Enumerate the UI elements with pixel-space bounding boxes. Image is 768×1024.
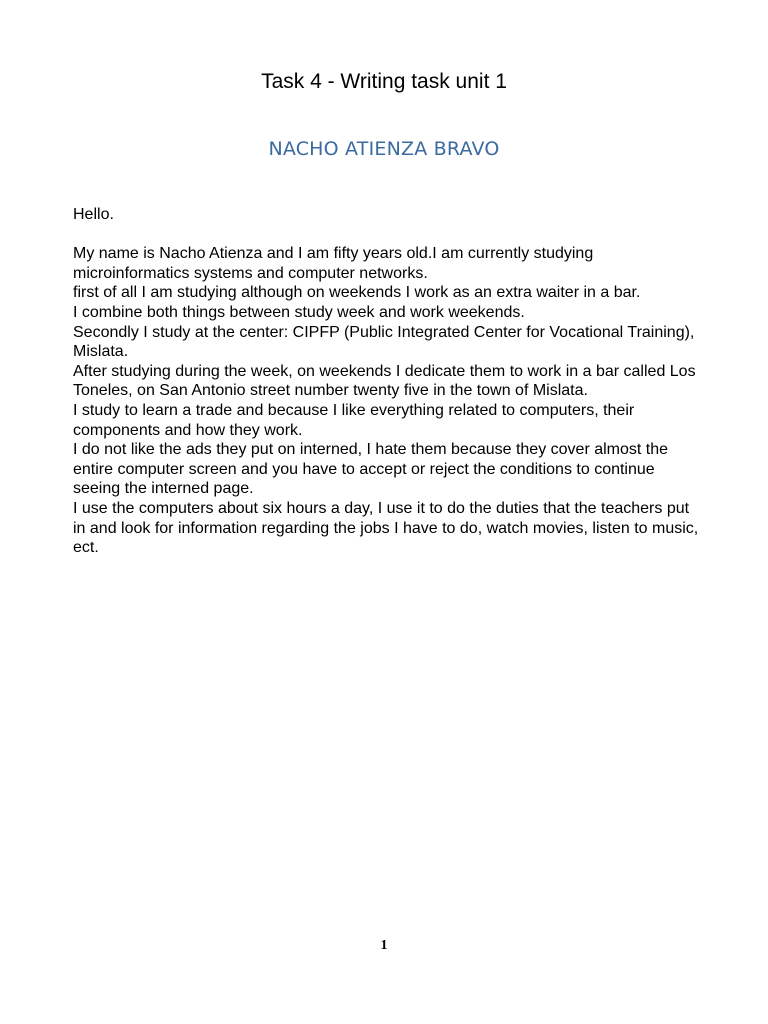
paragraph-1: My name is Nacho Atienza and I am fifty years old.I am currently studying microinformatics systems and computer networks. (73, 245, 594, 282)
paragraph-4: Secondly I study at the center: CIPFP (Public Integrated Center for Vocational Training), Mislata. (73, 323, 695, 361)
document-title: Task 4 - Writing task unit 1 (261, 70, 507, 93)
paragraph-6: I study to learn a trade and because I like everything related to computers, their components and how they work. (73, 401, 635, 439)
paragraph-2: first of all I am studying although on weekends I work as an extra waiter in a bar. (73, 284, 641, 302)
paragraph-7: I do not like the ads they put on interned, I hate them because they cover almost the entire computer screen and you have to accept or reject the conditions to continue seeing the interned page. (73, 441, 669, 498)
paragraph-3: I combine both things between study week and work weekends. (73, 303, 525, 321)
author-name: NACHO ATIENZA BRAVO (268, 138, 500, 160)
paragraph-8: I use the computers about six hours a day, I use it to do the duties that the teachers put in and look for information regarding the jobs I have to do, watch movies, listen to music, ect. (73, 499, 699, 557)
document-body (73, 205, 701, 558)
greeting: Hello. (73, 206, 114, 223)
page-number: 1 (380, 938, 388, 953)
paragraph-5: After studying during the week, on weekends I dedicate them to work in a bar called Los Toneles, on San Antonio street number twenty five in the town of Mislata. (73, 362, 696, 400)
